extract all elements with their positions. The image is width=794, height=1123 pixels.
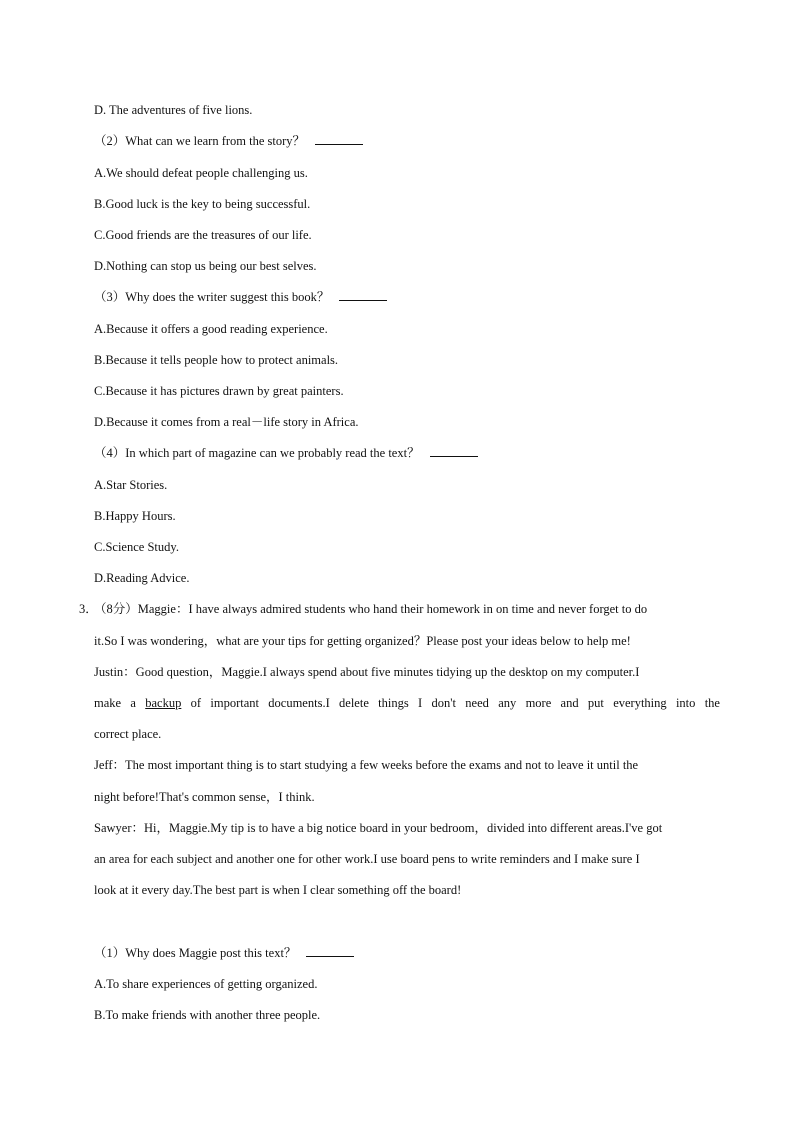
option-d: D.Reading Advice. xyxy=(94,571,190,585)
option-c: C.Good friends are the treasures of our life. xyxy=(94,228,312,242)
option-b: B.To make friends with another three people. xyxy=(94,1008,321,1022)
question-1: （1）Why does Maggie post this text？ xyxy=(94,945,720,961)
option-c: C.Because it has pictures drawn by great painters. xyxy=(94,384,344,398)
question-3: （3）Why does the writer suggest this book？ xyxy=(94,289,720,305)
answer-blank[interactable] xyxy=(306,945,354,957)
sawyer-post-line-2: an area for each subject and another one for other work.I use board pens to write reminders and I make sure I xyxy=(94,852,640,866)
question-4: （4）In which part of magazine can we probably read the text？ xyxy=(94,445,720,461)
score-label: （8分） xyxy=(94,602,138,616)
option-c: C.Science Study. xyxy=(94,540,179,554)
option-d: D. The adventures of five lions. xyxy=(94,103,253,117)
option-b: B.Happy Hours. xyxy=(94,509,176,523)
option-d: D.Nothing can stop us being our best selves. xyxy=(94,259,317,273)
answer-blank[interactable] xyxy=(430,445,478,457)
option-d: D.Because it comes from a real－life story in Africa. xyxy=(94,415,359,429)
option-a: A.We should defeat people challenging us. xyxy=(94,166,308,180)
justin-post-line-2: make a backup of important documents.I delete things I don't need any more and put everything into the xyxy=(94,696,720,710)
justin-post-line-1: Justin：Good question，Maggie.I always spend about five minutes tidying up the desktop on my computer.I xyxy=(94,665,640,679)
option-a: A.To share experiences of getting organized. xyxy=(94,977,318,991)
answer-blank[interactable] xyxy=(339,289,387,301)
underlined-word: backup xyxy=(145,696,182,710)
question-number: 3． xyxy=(79,602,98,616)
answer-blank[interactable] xyxy=(315,133,363,145)
maggie-post-line-1: （8分）Maggie：I have always admired students who hand their homework in on time and never forget to do xyxy=(94,602,648,616)
justin-post-line-3: correct place. xyxy=(94,727,162,741)
sawyer-post-line-1: Sawyer：Hi，Maggie.My tip is to have a big notice board in your bedroom，divided into different areas.I've got xyxy=(94,821,663,835)
maggie-post-line-2: it.So I was wondering，what are your tips for getting organized？Please post your ideas below to help me! xyxy=(94,634,631,648)
option-a: A.Star Stories. xyxy=(94,478,168,492)
question-2: （2）What can we learn from the story？ xyxy=(94,133,720,149)
jeff-post-line-2: night before!That's common sense，I think. xyxy=(94,790,315,804)
option-b: B.Because it tells people how to protect animals. xyxy=(94,353,339,367)
option-a: A.Because it offers a good reading experience. xyxy=(94,322,328,336)
jeff-post-line-1: Jeff：The most important thing is to start studying a few weeks before the exams and not to leave it until the xyxy=(94,758,639,772)
option-b: B.Good luck is the key to being successful. xyxy=(94,197,311,211)
sawyer-post-line-3: look at it every day.The best part is when I clear something off the board! xyxy=(94,883,462,897)
